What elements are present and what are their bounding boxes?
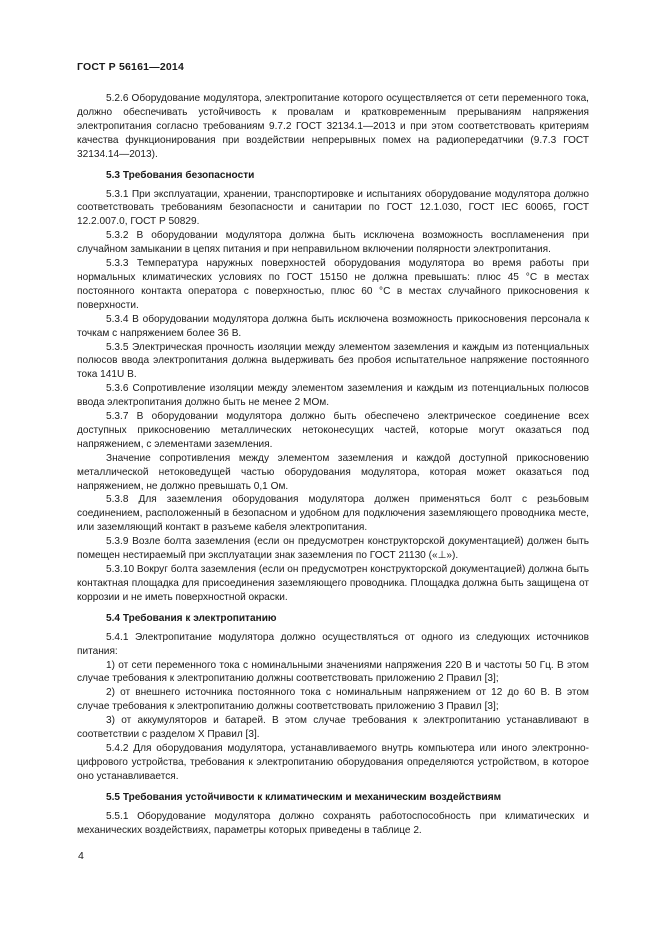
list-item-5-4-1-1: 1) от сети переменного тока с номинальными значениями напряжения 220 В и частоты 50 Гц. В этом случае требования к электропитанию должны соответствовать приложению 2 Правил [3]; bbox=[77, 659, 589, 685]
paragraph-5-3-7-resistance: Значение сопротивления между элементом заземления и каждой доступной прикосновению металлической нетоковедущей частью оборудования модулятора, которая может оказаться под напряжением, не должно превышать 0,1 Ом. bbox=[77, 452, 589, 492]
paragraph-5-2-6: 5.2.6 Оборудование модулятора, электропитание которого осуществляется от сети переменного тока, должно обеспечивать устойчивость к провалам и кратковременным прерываниям напряжения электропитания согласно требованиям 9.7.2 ГОСТ 32134.1—2013 и при этом соответствовать критериям качества функционирования при воздействии непрерывных помех на радиопередатчики (9.7.3 ГОСТ 32134.14—2013). bbox=[77, 93, 589, 160]
page-number: 4 bbox=[78, 850, 84, 862]
section-heading-5-5: 5.5 Требования устойчивости к климатическим и механическим воздействиям bbox=[106, 791, 502, 803]
paragraph-5-3-9: 5.3.9 Возле болта заземления (если он предусмотрен конструкторской документацией) должен быть помещен нестираемый при эксплуатации знак заземления по ГОСТ 21130 («⊥»). bbox=[77, 536, 589, 562]
section-heading-5-4: 5.4 Требования к электропитанию bbox=[106, 612, 277, 624]
paragraph-5-3-5: 5.3.5 Электрическая прочность изоляции между элементом заземления и каждым из потенциальных полюсов ввода электропитания должна выдерживать без пробоя испытательное напряжение постоянного тока 141U В. bbox=[77, 341, 589, 381]
paragraph-5-3-1: 5.3.1 При эксплуатации, хранении, транспортировке и испытаниях оборудование модулятора должно соответствовать требованиям безопасности и санитарии по ГОСТ 12.1.030, ГОСТ IEC 60065, ГОСТ 12.2.007.0, ГОСТ Р 50829. bbox=[77, 188, 589, 228]
paragraph-5-3-2: 5.3.2 В оборудовании модулятора должна быть исключена возможность воспламенения при случайном замыкании в цепях питания и при неправильном включении полярности электропитания. bbox=[77, 230, 589, 256]
paragraph-5-3-7: 5.3.7 В оборудовании модулятора должно быть обеспечено электрическое соединение всех доступных прикосновению металлических нетоконесущих частей, которые могут оказаться под напряжением, с элементами заземления. bbox=[77, 411, 589, 450]
paragraph-5-4-2: 5.4.2 Для оборудования модулятора, устанавливаемого внутрь компьютера или иного электронно-цифрового устройства, требования к электропитанию оборудования определяются устройством, в которое оно устанавливается. bbox=[77, 742, 589, 782]
paragraph-5-3-8: 5.3.8 Для заземления оборудования модулятора должен применяться болт с резьбовым соединением, расположенный в безопасном и удобном для подключения заземляющего проводника месте, или заземляющий контакт в разъеме кабеля электропитания. bbox=[77, 494, 589, 534]
document-id-header: ГОСТ Р 56161—2014 bbox=[77, 61, 185, 73]
paragraph-5-3-3: 5.3.3 Температура наружных поверхностей оборудования модулятора во время работы при нормальных климатических условиях по ГОСТ 15150 не должна превышать: плюс 45 °С в местах постоянного контакта оператора с поверхностью, плюс 60 °С в местах случайного прикосновения к поверхности. bbox=[77, 258, 589, 311]
paragraph-5-5-1: 5.5.1 Оборудование модулятора должно сохранять работоспособность при климатических и механических воздействиях, параметры которых приведены в таблице 2. bbox=[77, 810, 589, 836]
paragraph-5-3-4: 5.3.4 В оборудовании модулятора должна быть исключена возможность прикосновения персонала к точкам с напряжением более 36 В. bbox=[77, 313, 589, 339]
section-heading-5-3: 5.3 Требования безопасности bbox=[106, 169, 255, 181]
list-item-5-4-1-2: 2) от внешнего источника постоянного тока с номинальным напряжением от 12 до 60 В. В этом случае требования к электропитанию должны соответствовать приложению 3 Правил [3]; bbox=[77, 687, 589, 713]
paragraph-5-3-6: 5.3.6 Сопротивление изоляции между элементом заземления и каждым из потенциальных полюсов ввода электропитания должно быть не менее 2 МОм. bbox=[77, 383, 589, 409]
paragraph-5-4-1: 5.4.1 Электропитание модулятора должно осуществляться от одного из следующих источников питания: bbox=[77, 631, 589, 657]
list-item-5-4-1-3: 3) от аккумуляторов и батарей. В этом случае требования к электропитанию устанавливают в соответствии с разделом X Правил [3]. bbox=[77, 715, 589, 741]
paragraph-5-3-10: 5.3.10 Вокруг болта заземления (если он предусмотрен конструкторской документацией) должна быть контактная площадка для присоединения заземляющего проводника. Площадка должна быть защищена от коррозии и не иметь поверхностной окраски. bbox=[77, 564, 589, 603]
document-body bbox=[77, 92, 589, 838]
